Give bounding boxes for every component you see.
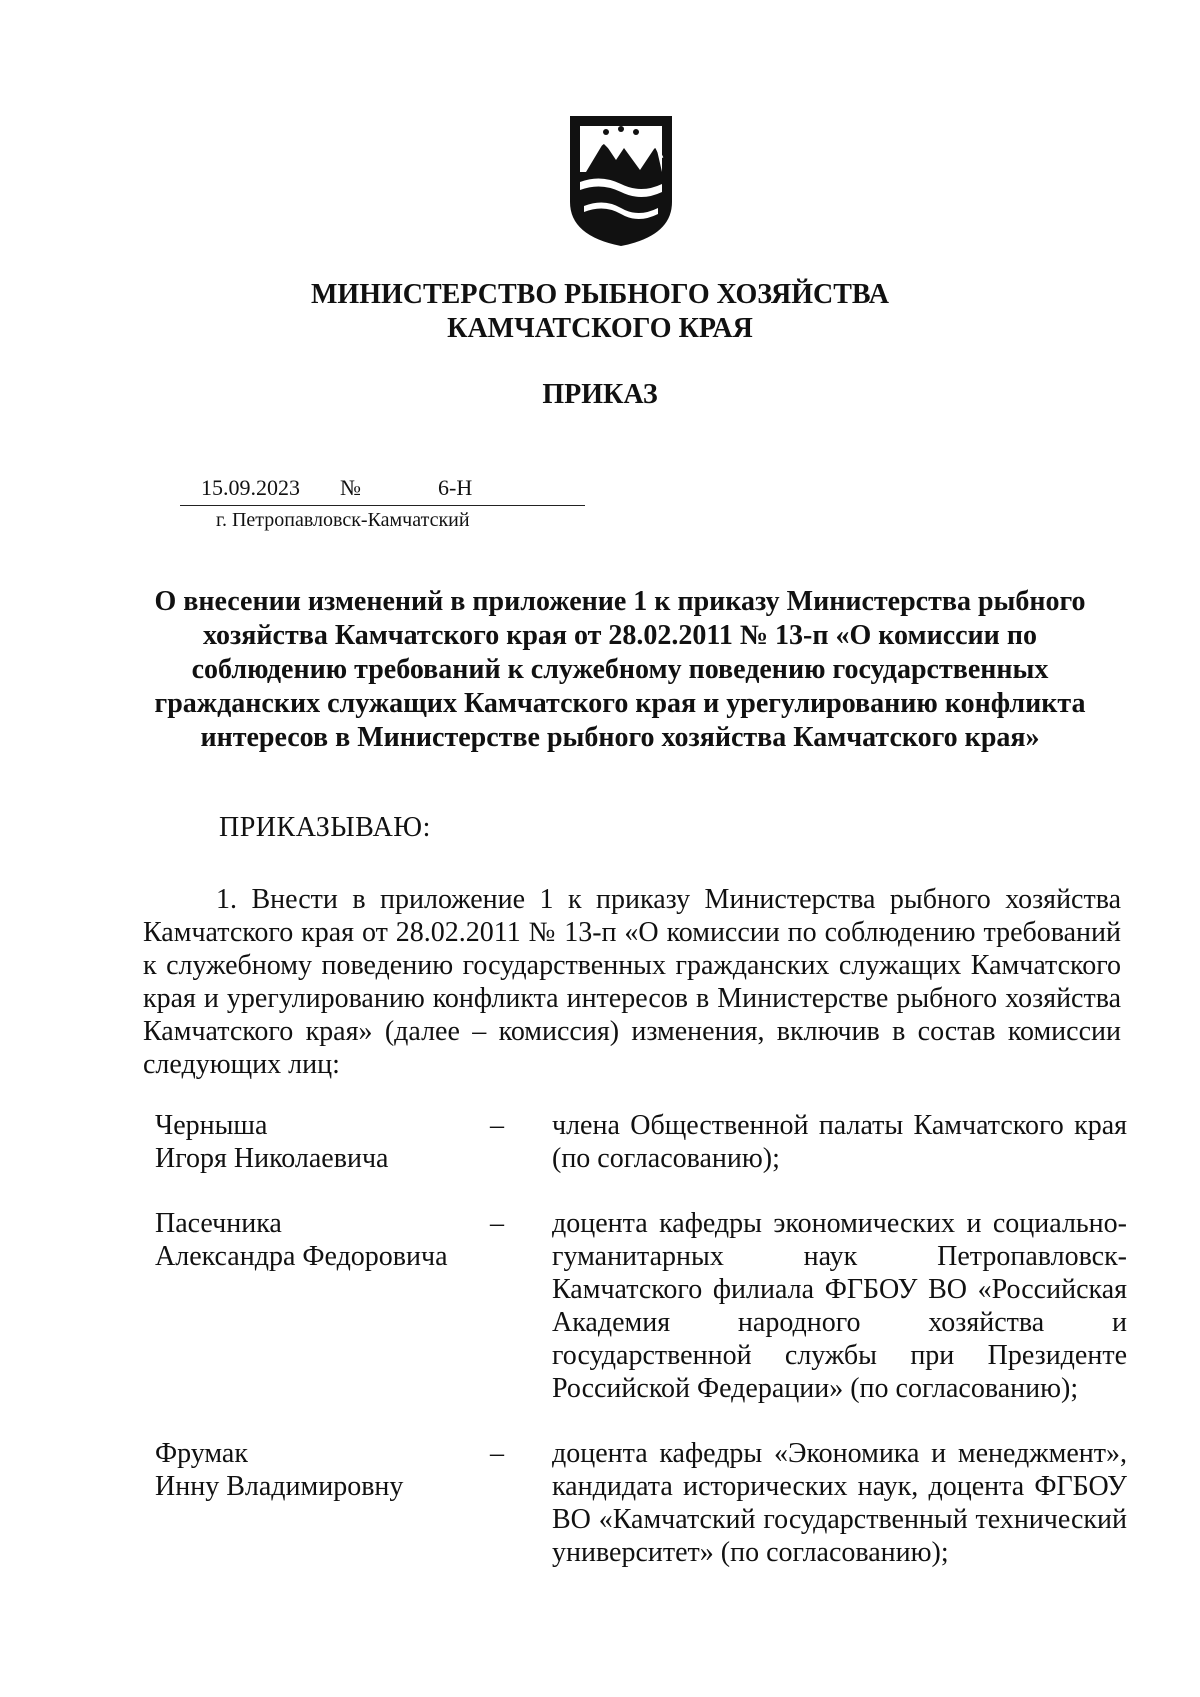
subject-line: соблюдению требований к служебному поведению государственных: [191, 654, 1049, 685]
member-name: [155, 1109, 490, 1175]
member-given-name: Инну Владимировну: [155, 1471, 404, 1502]
member-dash: –: [490, 1208, 504, 1239]
member-description: члена Общественной палаты Камчатского края (по согласованию);: [552, 1110, 1127, 1174]
member-description: доцента кафедры экономических и социально-гуманитарных наук Петропавловск-Камчатского филиала ФГБОУ ВО «Российская Академия народного хозяйства и государственной службы при Президенте Российской Федерации» (по согласованию);: [552, 1208, 1127, 1404]
document-type: ПРИКАЗ: [542, 379, 658, 410]
member-given-name: Игоря Николаевича: [155, 1143, 389, 1174]
member-surname: Пасечника: [155, 1208, 282, 1239]
order-subject: [140, 585, 1100, 755]
member-given-name: Александра Федоровича: [155, 1241, 448, 1272]
order-number: 6-Н: [438, 475, 473, 500]
member-surname: Черныша: [155, 1110, 268, 1141]
member-name: [155, 1207, 490, 1405]
member-entry: [155, 1437, 1127, 1569]
subject-line: интересов в Министерстве рыбного хозяйства Камчатского края»: [200, 722, 1040, 753]
subject-line: хозяйства Камчатского края от 28.02.2011 № 13-п «О комиссии по: [203, 620, 1037, 651]
order-date: 15.09.2023: [201, 475, 300, 500]
date-number-line: [180, 475, 585, 506]
ministry-name-line1: МИНИСТЕРСТВО РЫБНОГО ХОЗЯЙСТВА: [310, 279, 890, 310]
number-sign: №: [340, 475, 361, 500]
member-dash: –: [490, 1438, 504, 1469]
decree-word: ПРИКАЗЫВАЮ:: [219, 812, 431, 843]
coat-of-arms-emblem: [566, 110, 676, 250]
members-list: [155, 1109, 1127, 1601]
paragraph-1: [143, 883, 1121, 1081]
ministry-name: [0, 278, 1200, 346]
member-description: доцента кафедры «Экономика и менеджмент», кандидата исторических наук, доцента ФГБОУ ВО «Камчатский государственный технический университет» (по согласованию);: [552, 1438, 1127, 1568]
city: г. Петропавловск-Камчатский: [216, 509, 470, 531]
member-dash: –: [490, 1110, 504, 1141]
subject-line: О внесении изменений в приложение 1 к приказу Министерства рыбного: [154, 586, 1086, 617]
member-surname: Фрумак: [155, 1438, 248, 1469]
member-entry: [155, 1207, 1127, 1405]
subject-line: гражданских служащих Камчатского края и урегулированию конфликта: [154, 688, 1086, 719]
ministry-name-line2: КАМЧАТСКОГО КРАЯ: [447, 313, 753, 344]
member-name: [155, 1437, 490, 1569]
member-entry: [155, 1109, 1127, 1175]
paragraph-1-text: 1. Внести в приложение 1 к приказу Министерства рыбного хозяйства Камчатского края от 28.02.2011 № 13-п «О комиссии по соблюдению требований к служебному поведению государственных гражданских служащих Камчатского края и урегулированию конфликта интересов в Министерстве рыбного хозяйства Камчатского края» (далее – комиссия) изменения, включив в состав комиссии следующих лиц:: [143, 884, 1121, 1080]
